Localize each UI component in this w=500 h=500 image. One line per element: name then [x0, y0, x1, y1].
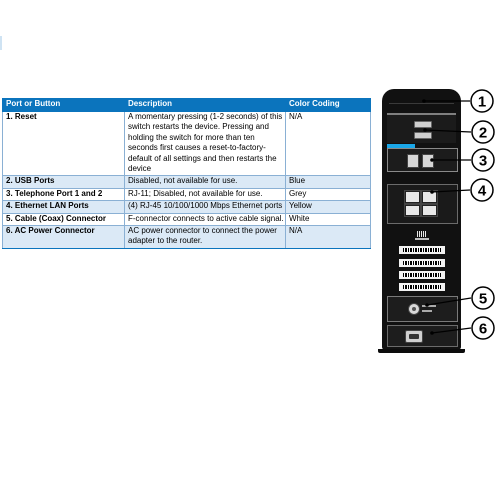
callout-dot — [430, 190, 434, 194]
row-color: N/A — [286, 226, 371, 249]
row-name: 5. Cable (Coax) Connector — [3, 213, 125, 225]
row-description: (4) RJ-45 10/100/1000 Mbps Ethernet ports — [125, 201, 286, 213]
row-color: Blue — [286, 176, 371, 188]
row-description: Disabled, not available for use. — [125, 176, 286, 188]
callout-number: 3 — [478, 152, 488, 170]
callout-5 — [425, 287, 494, 309]
row-name: 6. AC Power Connector — [3, 226, 125, 249]
row-color: N/A — [286, 112, 371, 176]
header-port-or-button: Port or Button — [3, 99, 125, 112]
callout-2 — [423, 121, 494, 143]
callout-3 — [430, 149, 494, 171]
callout-leader — [425, 130, 471, 132]
callout-4 — [430, 179, 493, 201]
callout-leader — [427, 298, 471, 305]
row-color: Grey — [286, 188, 371, 200]
callout-dot — [423, 128, 427, 132]
callout-6 — [430, 317, 494, 339]
row-name: 3. Telephone Port 1 and 2 — [3, 188, 125, 200]
row-description: A momentary pressing (1-2 seconds) of this switch restarts the device. Pressing and holding the switch for more than ten seconds first causes a reset-to-factory-default of all settings and then restarts the device — [125, 112, 286, 176]
callout-number: 2 — [478, 124, 488, 142]
row-description: F-connector connects to active cable signal. — [125, 213, 286, 225]
row-color: White — [286, 213, 371, 225]
callout-number: 4 — [477, 182, 487, 200]
row-name: 2. USB Ports — [3, 176, 125, 188]
callout-dot — [425, 303, 429, 307]
callout-leader — [432, 190, 470, 192]
callout-dot — [430, 158, 434, 162]
callout-1 — [422, 90, 493, 112]
row-description: RJ-11; Disabled, not available for use. — [125, 188, 286, 200]
row-name: 4. Ethernet LAN Ports — [3, 201, 125, 213]
callout-dot — [422, 99, 426, 103]
callout-number: 6 — [478, 320, 488, 338]
row-color: Yellow — [286, 201, 371, 213]
header-color-coding: Color Coding — [286, 99, 371, 112]
callout-number: 5 — [478, 290, 488, 308]
callout-number: 1 — [477, 93, 487, 111]
callout-dot — [430, 331, 434, 335]
header-description: Description — [125, 99, 286, 112]
row-description: AC power connector to connect the power adapter to the router. — [125, 226, 286, 249]
callout-leader — [432, 328, 471, 333]
row-name: 1. Reset — [3, 112, 125, 176]
